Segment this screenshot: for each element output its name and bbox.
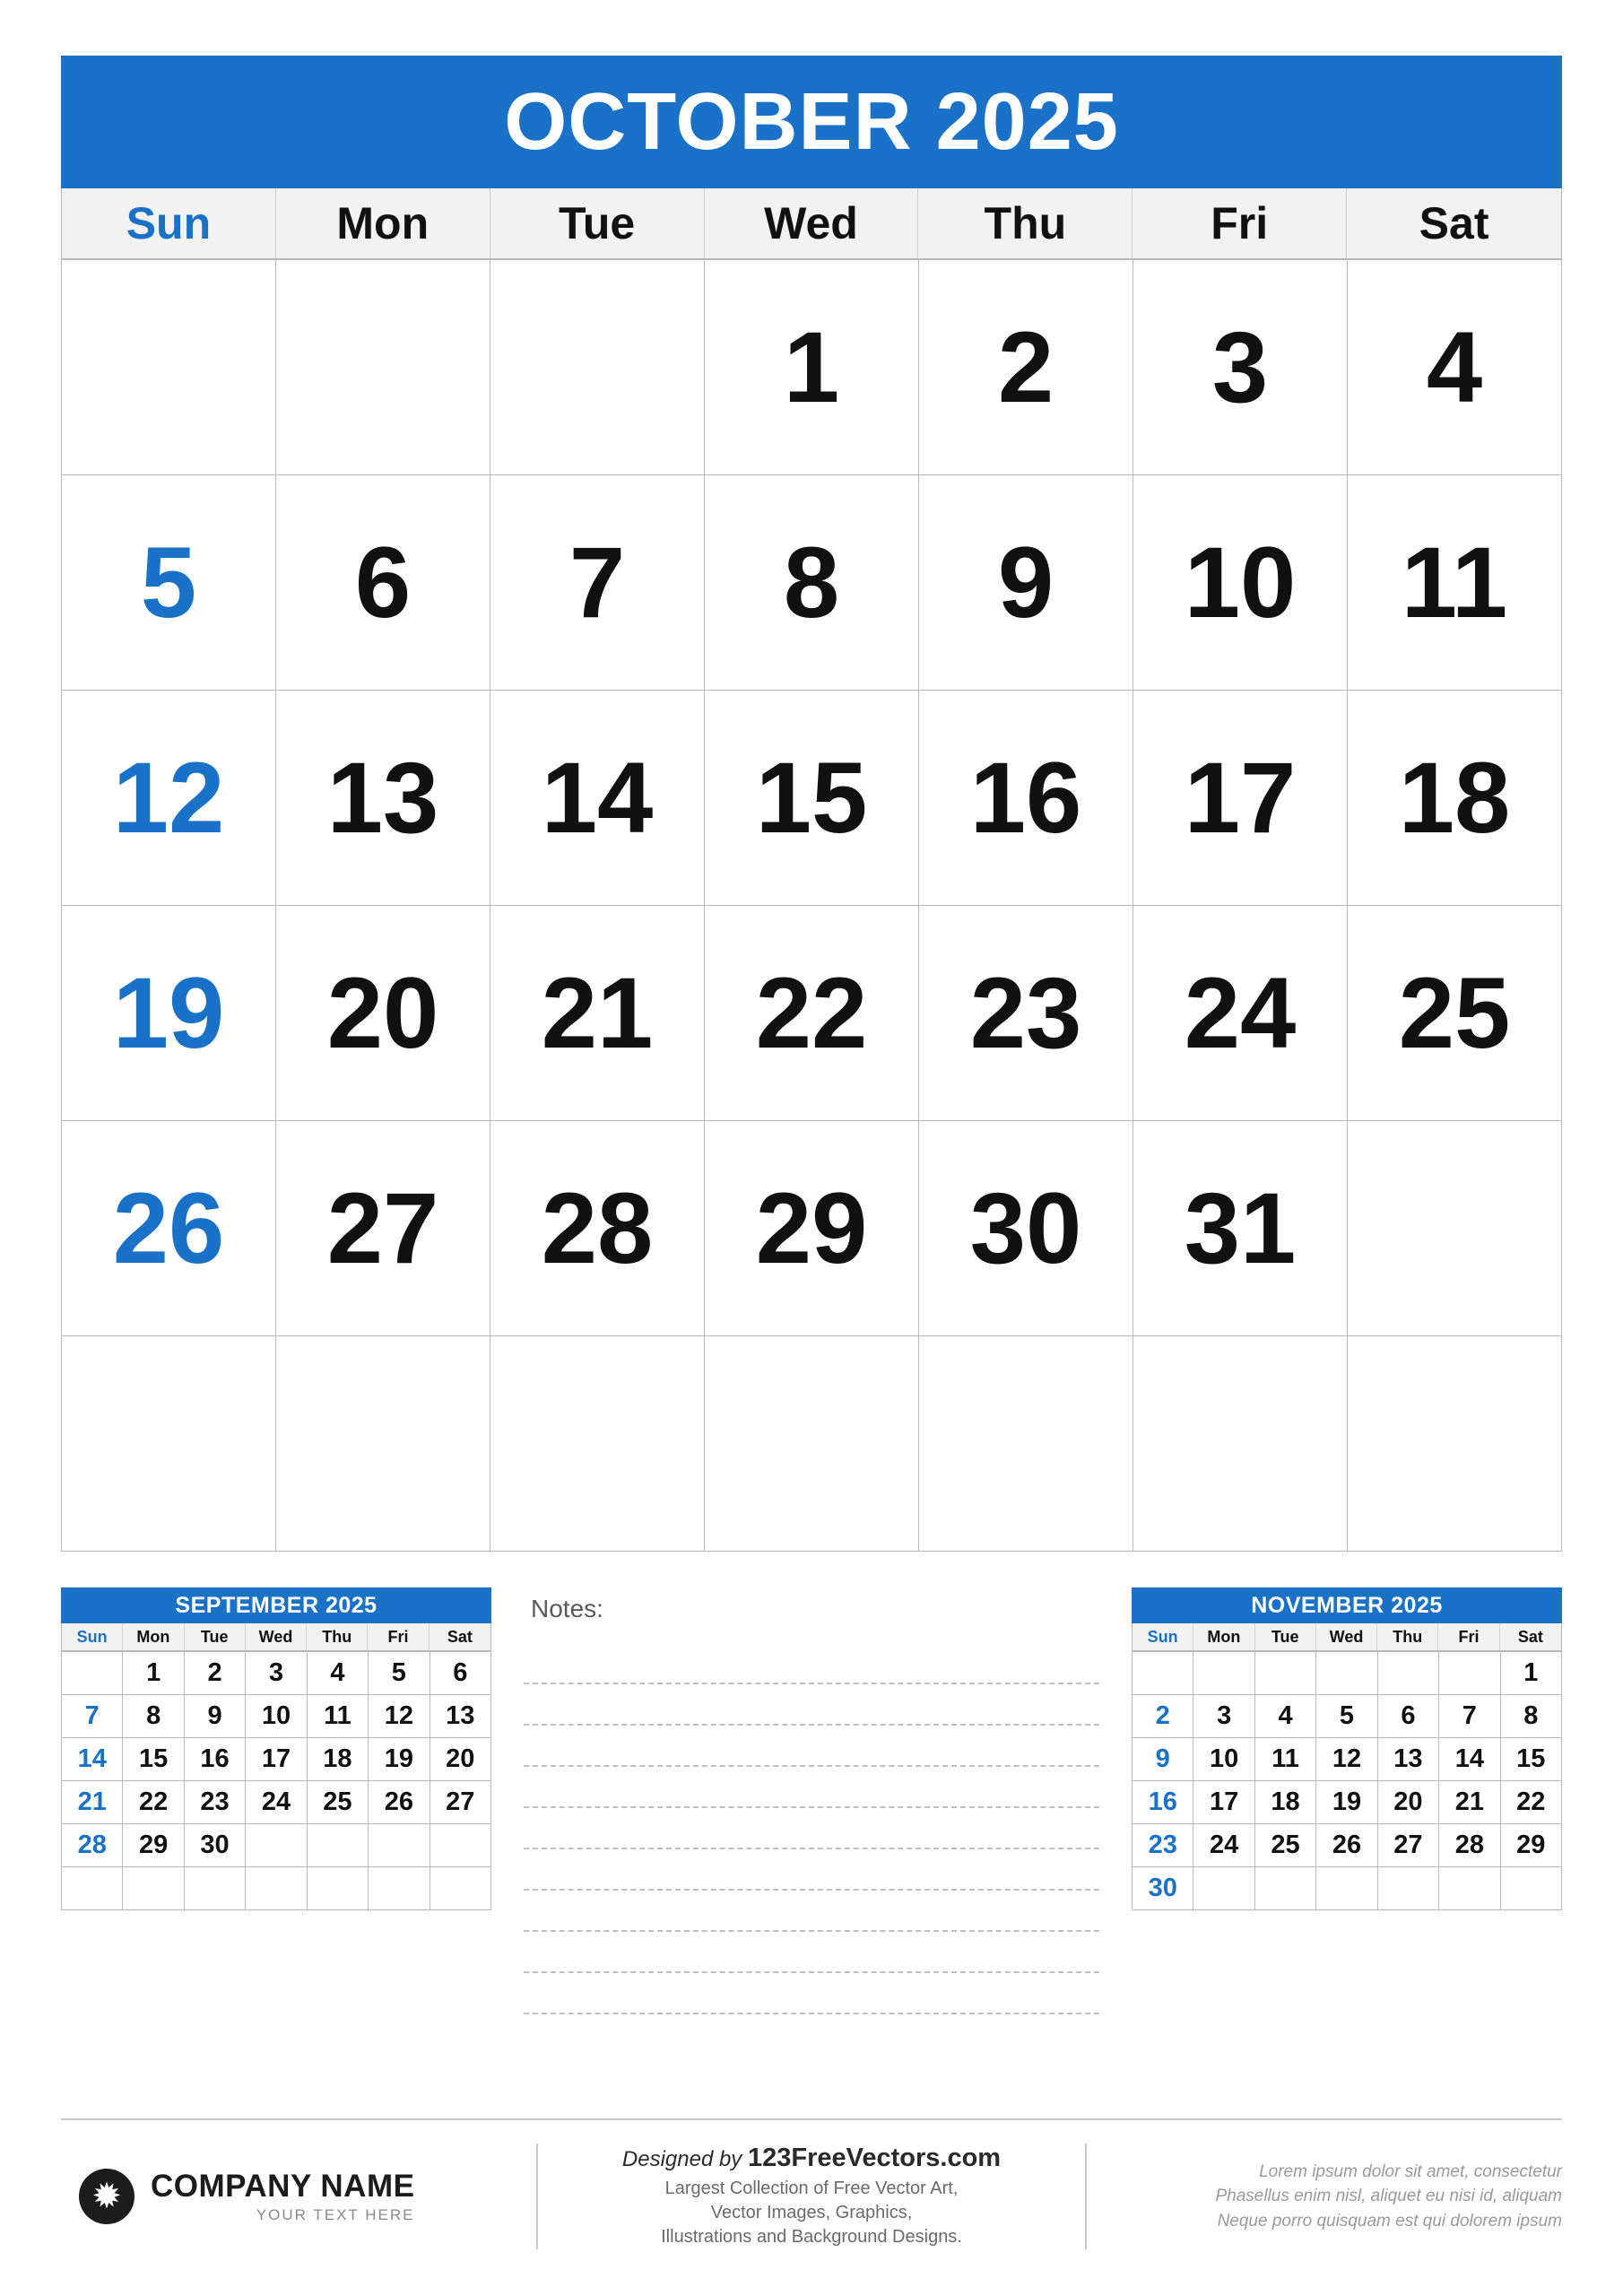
main-weekday-wed: Wed [705,188,919,258]
prev-day-number: 18 [323,1744,352,1773]
prev-day-cell[interactable] [62,1781,123,1824]
prev-day-number: 22 [139,1787,169,1816]
notes-label: Notes: [531,1595,603,1622]
main-day-number: 12 [112,741,225,854]
prev-weekday-fri: Fri [368,1623,429,1650]
main-month-title-bar [61,56,1562,188]
next-day-number: 17 [1210,1787,1239,1816]
next-day-cell[interactable] [1501,1738,1562,1781]
next-weekday-sat: Sat [1517,1627,1543,1646]
main-weekday-tue: Tue [490,188,705,258]
next-weekday-thu: Thu [1377,1623,1438,1650]
next-day-cell[interactable] [1501,1652,1562,1695]
next-empty-cell [1193,1867,1254,1910]
next-day-number: 22 [1516,1787,1546,1816]
prev-empty-cell [62,1867,123,1910]
next-day-number: 12 [1332,1744,1362,1773]
next-empty-cell [1378,1867,1439,1910]
prev-day-number: 10 [261,1701,291,1730]
prev-empty-cell [430,1824,491,1867]
next-day-number: 27 [1393,1831,1423,1859]
prev-day-cell[interactable] [62,1824,123,1867]
prev-day-cell[interactable] [308,1695,369,1738]
prev-day-number: 5 [391,1658,406,1687]
main-day-cell[interactable] [1348,691,1562,906]
next-day-number: 16 [1148,1787,1177,1816]
main-weekday-fri: Fri [1133,188,1347,258]
notes-lines[interactable] [524,1643,1099,2014]
main-day-number: 21 [541,956,654,1069]
prev-day-cell[interactable] [185,1738,246,1781]
next-day-number: 3 [1217,1701,1232,1730]
main-day-number: 17 [1184,741,1297,854]
next-month-title-bar [1132,1587,1562,1623]
main-day-number: 13 [326,741,439,854]
main-day-cell[interactable] [1348,260,1562,475]
main-weekday-sat: Sat [1419,198,1489,248]
next-empty-cell [1378,1652,1439,1695]
lorem-block [1087,2160,1562,2234]
main-day-cell[interactable] [276,691,490,906]
next-day-cell[interactable] [1439,1738,1500,1781]
prev-empty-cell [62,1652,123,1695]
main-day-cell[interactable] [490,475,705,691]
prev-day-cell[interactable] [369,1695,430,1738]
prev-empty-cell [246,1824,307,1867]
company-logo-icon: ✹ [79,2169,135,2224]
next-month-weekday-header [1132,1623,1562,1651]
footer-description [561,2177,1062,2249]
main-month-title: OCTOBER 2025 [504,76,1119,167]
main-day-cell[interactable] [705,1121,919,1336]
next-day-number: 23 [1148,1831,1177,1859]
main-empty-cell [490,1336,705,1552]
main-day-cell[interactable] [919,260,1133,475]
lorem-line-1: Lorem ipsum dolor sit amet, consectetur [1259,2161,1562,2181]
prev-day-number: 2 [207,1658,222,1687]
prev-empty-cell [246,1867,307,1910]
main-empty-cell [490,260,705,475]
prev-day-number: 11 [324,1701,352,1730]
bottom-section [61,1587,1562,2014]
prev-day-cell[interactable] [430,1652,491,1695]
main-day-cell[interactable] [490,906,705,1121]
main-empty-cell [1133,1336,1348,1552]
prev-day-number: 14 [77,1744,107,1773]
prev-month-grid [61,1651,491,1910]
prev-day-number: 20 [446,1744,475,1773]
prev-day-cell[interactable] [308,1738,369,1781]
main-day-number: 14 [541,741,654,854]
main-weekday-mon: Mon [276,188,490,258]
next-day-cell[interactable] [1378,1695,1439,1738]
prev-empty-cell [308,1867,369,1910]
next-day-cell[interactable] [1193,1738,1254,1781]
next-day-number: 24 [1210,1831,1239,1859]
prev-month-weekday-header [61,1623,491,1651]
main-day-number: 16 [969,741,1082,854]
main-day-number: 29 [755,1171,868,1284]
main-empty-cell [62,1336,276,1552]
prev-month-title-bar [61,1587,491,1623]
next-day-cell[interactable] [1316,1781,1377,1824]
main-month-grid [61,259,1562,1552]
main-day-number: 19 [112,956,225,1069]
designed-by-line [561,2144,1062,2173]
main-empty-cell [1348,1121,1562,1336]
prev-day-cell[interactable] [369,1652,430,1695]
company-subtitle: YOUR TEXT HERE [256,2206,415,2223]
prev-day-number: 4 [330,1658,345,1687]
main-day-number: 9 [997,526,1055,639]
lorem-line-3: Neque porro quisquam est qui dolorem ipsum [1217,2211,1562,2231]
prev-day-cell[interactable] [369,1781,430,1824]
prev-day-number: 23 [200,1787,230,1816]
next-day-number: 7 [1462,1701,1477,1730]
main-day-cell[interactable] [919,906,1133,1121]
next-empty-cell [1501,1867,1562,1910]
next-day-cell[interactable] [1255,1738,1316,1781]
main-day-number: 24 [1184,956,1297,1069]
main-day-number: 30 [969,1171,1082,1284]
prev-day-number: 8 [146,1701,161,1730]
main-day-cell[interactable] [919,475,1133,691]
next-day-number: 18 [1271,1787,1300,1816]
note-line[interactable] [524,1891,1099,1932]
next-day-cell[interactable] [1133,1867,1193,1910]
prev-day-number: 24 [261,1787,291,1816]
page-footer [61,2118,1562,2249]
note-line[interactable] [524,1808,1099,1849]
prev-day-number: 1 [146,1658,161,1687]
prev-empty-cell [308,1824,369,1867]
main-day-cell[interactable] [62,1121,276,1336]
note-line[interactable] [524,1726,1099,1767]
prev-month-calendar [61,1587,491,1910]
next-empty-cell [1255,1867,1316,1910]
main-day-number: 4 [1426,310,1483,423]
prev-day-cell[interactable] [185,1695,246,1738]
next-month-title: NOVEMBER 2025 [1251,1592,1443,1618]
main-day-number: 2 [997,310,1055,423]
main-day-number: 25 [1398,956,1511,1069]
prev-day-cell[interactable] [369,1738,430,1781]
main-day-number: 23 [969,956,1082,1069]
next-day-cell[interactable] [1378,1738,1439,1781]
next-day-cell[interactable] [1193,1695,1254,1738]
prev-day-number: 15 [139,1744,169,1773]
prev-day-cell[interactable] [62,1738,123,1781]
next-day-number: 15 [1516,1744,1546,1773]
footer-description-line-1: Largest Collection of Free Vector Art, [664,2179,959,2198]
lorem-line-2: Phasellus enim nisl, aliquet eu nisi id, aliquam [1215,2187,1562,2206]
main-empty-cell [276,260,490,475]
next-day-cell[interactable] [1378,1824,1439,1867]
next-weekday-tue: Tue [1255,1623,1316,1650]
prev-day-number: 21 [77,1787,107,1816]
next-day-cell[interactable] [1378,1781,1439,1824]
main-weekday-header [61,188,1562,259]
prev-day-number: 3 [268,1658,284,1687]
main-day-cell[interactable] [1133,260,1348,475]
next-day-cell[interactable] [1316,1824,1377,1867]
next-day-cell[interactable] [1255,1824,1316,1867]
note-line[interactable] [524,1973,1099,2014]
main-day-cell[interactable] [919,691,1133,906]
next-empty-cell [1255,1652,1316,1695]
prev-day-cell[interactable] [430,1695,491,1738]
next-weekday-fri: Fri [1438,1623,1499,1650]
next-day-number: 8 [1523,1701,1539,1730]
main-day-cell[interactable] [705,475,919,691]
next-day-number: 9 [1155,1744,1170,1773]
main-day-number: 7 [568,526,626,639]
main-day-cell[interactable] [62,475,276,691]
next-day-number: 5 [1339,1701,1355,1730]
prev-day-cell[interactable] [246,1738,307,1781]
main-day-cell[interactable] [1133,691,1348,906]
prev-day-cell[interactable] [123,1824,184,1867]
prev-day-number: 17 [261,1744,291,1773]
main-day-number: 10 [1184,526,1297,639]
main-day-cell[interactable] [490,691,705,906]
prev-day-cell[interactable] [62,1695,123,1738]
main-day-cell[interactable] [1133,906,1348,1121]
next-day-number: 4 [1278,1701,1293,1730]
prev-weekday-mon: Mon [123,1623,184,1650]
main-weekday-sun: Sun [62,188,276,258]
next-day-number: 20 [1393,1787,1423,1816]
prev-day-cell[interactable] [430,1738,491,1781]
next-day-number: 11 [1271,1744,1299,1773]
next-month-grid [1132,1651,1562,1910]
prev-day-cell[interactable] [123,1738,184,1781]
prev-month-title: SEPTEMBER 2025 [175,1592,378,1618]
main-day-cell[interactable] [62,691,276,906]
next-day-number: 13 [1393,1744,1423,1773]
prev-weekday-tue: Tue [185,1623,246,1650]
main-day-cell[interactable] [1348,475,1562,691]
prev-day-number: 19 [384,1744,413,1773]
prev-day-cell[interactable] [185,1824,246,1867]
prev-day-number: 16 [200,1744,230,1773]
next-day-number: 2 [1155,1701,1170,1730]
next-day-cell[interactable] [1501,1824,1562,1867]
prev-day-cell[interactable] [308,1781,369,1824]
company-name: COMPANY NAME [151,2169,415,2204]
prev-day-number: 30 [200,1831,230,1859]
next-day-cell[interactable] [1255,1781,1316,1824]
note-line[interactable] [524,1849,1099,1891]
main-day-number: 3 [1211,310,1269,423]
next-day-number: 21 [1454,1787,1484,1816]
main-day-cell[interactable] [276,475,490,691]
next-month-calendar [1132,1587,1562,1910]
credit-block [538,2144,1085,2249]
prev-empty-cell [123,1867,184,1910]
main-day-number: 1 [783,310,840,423]
company-text-block [151,2169,414,2224]
next-day-number: 30 [1148,1874,1177,1902]
footer-description-line-2: Vector Images, Graphics, [710,2203,913,2222]
prev-day-cell[interactable] [123,1781,184,1824]
prev-empty-cell [369,1824,430,1867]
note-line[interactable] [524,1932,1099,1973]
prev-day-cell[interactable] [123,1695,184,1738]
main-day-number: 18 [1398,741,1511,854]
next-day-cell[interactable] [1193,1824,1254,1867]
main-day-number: 11 [1401,526,1508,639]
next-day-cell[interactable] [1439,1824,1500,1867]
main-day-number: 26 [112,1171,225,1284]
notes-area [524,1587,1099,2014]
prev-day-cell[interactable] [246,1652,307,1695]
prev-day-number: 7 [84,1701,100,1730]
next-day-cell[interactable] [1193,1781,1254,1824]
prev-day-cell[interactable] [185,1781,246,1824]
company-block [61,2169,536,2224]
next-day-cell[interactable] [1316,1738,1377,1781]
next-day-number: 1 [1523,1658,1539,1687]
next-empty-cell [1439,1652,1500,1695]
next-day-number: 28 [1454,1831,1484,1859]
main-day-number: 5 [140,526,197,639]
note-line[interactable] [524,1767,1099,1808]
next-day-number: 25 [1271,1831,1300,1859]
main-day-cell[interactable] [705,691,919,906]
footer-description-line-3: Illustrations and Background Designs. [661,2227,962,2247]
next-empty-cell [1193,1652,1254,1695]
next-day-cell[interactable] [1501,1695,1562,1738]
main-day-cell[interactable] [1348,906,1562,1121]
designed-by-prefix: Designed by [621,2147,748,2171]
main-day-number: 31 [1184,1171,1297,1284]
main-day-cell[interactable] [490,1121,705,1336]
prev-empty-cell [430,1867,491,1910]
note-line[interactable] [524,1684,1099,1726]
prev-day-cell[interactable] [246,1695,307,1738]
main-day-number: 15 [755,741,868,854]
prev-day-cell[interactable] [430,1781,491,1824]
prev-empty-cell [369,1867,430,1910]
main-day-cell[interactable] [62,906,276,1121]
next-empty-cell [1316,1867,1377,1910]
prev-day-cell[interactable] [308,1652,369,1695]
main-day-cell[interactable] [1133,475,1348,691]
prev-weekday-sun: Sun [62,1623,123,1650]
main-day-cell[interactable] [1133,1121,1348,1336]
next-empty-cell [1316,1652,1377,1695]
next-day-cell[interactable] [1133,1781,1193,1824]
next-day-cell[interactable] [1255,1695,1316,1738]
main-empty-cell [62,260,276,475]
next-day-number: 14 [1454,1744,1484,1773]
main-day-cell[interactable] [276,1121,490,1336]
main-empty-cell [919,1336,1133,1552]
next-empty-cell [1133,1652,1193,1695]
next-day-cell[interactable] [1133,1824,1193,1867]
prev-day-number: 13 [446,1701,475,1730]
next-day-number: 29 [1516,1831,1546,1859]
prev-weekday-thu: Thu [307,1623,368,1650]
next-day-cell[interactable] [1439,1781,1500,1824]
next-weekday-wed: Wed [1316,1623,1377,1650]
next-day-number: 10 [1210,1744,1239,1773]
prev-day-number: 29 [139,1831,169,1859]
prev-day-number: 9 [207,1701,222,1730]
main-day-number: 8 [783,526,840,639]
next-weekday-mon: Mon [1193,1623,1254,1650]
prev-empty-cell [185,1867,246,1910]
designed-by-site[interactable]: 123FreeVectors.com [747,2144,1002,2172]
next-day-cell[interactable] [1501,1781,1562,1824]
prev-day-number: 6 [453,1658,468,1687]
next-day-number: 6 [1401,1701,1416,1730]
next-day-cell[interactable] [1439,1695,1500,1738]
next-day-cell[interactable] [1133,1738,1193,1781]
prev-day-number: 27 [446,1787,475,1816]
prev-weekday-sat: Sat [447,1627,473,1646]
next-weekday-sun: Sun [1133,1623,1193,1650]
next-empty-cell [1439,1867,1500,1910]
main-day-cell[interactable] [705,260,919,475]
main-empty-cell [705,1336,919,1552]
main-empty-cell [1348,1336,1562,1552]
prev-day-number: 28 [77,1831,107,1859]
main-day-number: 20 [326,956,439,1069]
prev-day-number: 25 [323,1787,352,1816]
prev-day-cell[interactable] [185,1652,246,1695]
main-day-cell[interactable] [276,906,490,1121]
main-day-number: 22 [755,956,868,1069]
main-weekday-thu: Thu [918,188,1133,258]
main-day-number: 27 [326,1171,439,1284]
prev-day-cell[interactable] [246,1781,307,1824]
main-day-cell[interactable] [919,1121,1133,1336]
next-day-number: 26 [1332,1831,1362,1859]
prev-day-cell[interactable] [123,1652,184,1695]
main-day-cell[interactable] [705,906,919,1121]
note-line[interactable] [524,1643,1099,1684]
main-day-number: 28 [541,1171,654,1284]
prev-weekday-wed: Wed [246,1623,307,1650]
main-day-number: 6 [354,526,412,639]
main-empty-cell [276,1336,490,1552]
next-day-number: 19 [1332,1787,1362,1816]
prev-day-number: 26 [384,1787,413,1816]
next-day-cell[interactable] [1133,1695,1193,1738]
prev-day-number: 12 [384,1701,413,1730]
next-day-cell[interactable] [1316,1695,1377,1738]
